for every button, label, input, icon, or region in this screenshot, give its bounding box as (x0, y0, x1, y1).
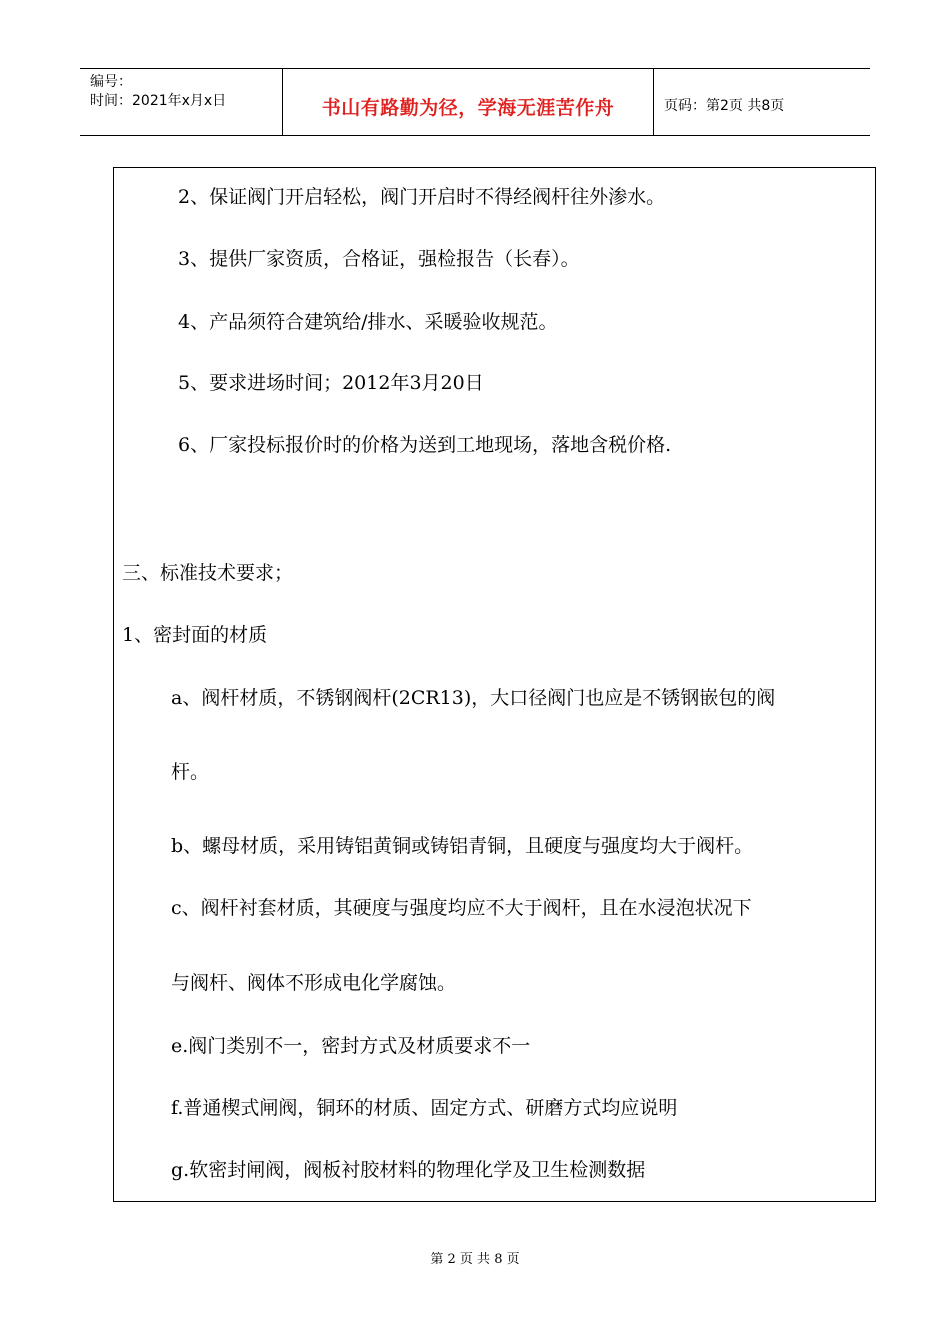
content-box (113, 167, 876, 1202)
subsection-heading-1: 1、密封面的材质 (122, 624, 268, 646)
document-time-label: 时间：2021年x月x日 (90, 93, 227, 109)
section-heading-3: 三、标准技术要求； (122, 562, 294, 584)
requirement-item-2: 2、保证阀门开启轻松，阀门开启时不得经阀杆往外渗水。 (178, 186, 666, 208)
requirement-item-5: 5、要求进场时间；2012年3月20日 (178, 372, 484, 394)
document-number-label: 编号： (90, 74, 132, 90)
item-b: b、螺母材质，采用铸铝黄铜或铸铝青铜，且硬度与强度均大于阀杆。 (171, 835, 754, 857)
page-header (80, 68, 870, 136)
requirement-item-3: 3、提供厂家资质，合格证，强检报告（长春）。 (178, 248, 580, 270)
page-footer: 第 2 页 共 8 页 (430, 1252, 520, 1267)
header-motto-cell (282, 69, 654, 135)
requirement-item-6: 6、厂家投标报价时的价格为送到工地现场，落地含税价格. (178, 434, 672, 456)
requirement-item-4: 4、产品须符合建筑给/排水、采暖验收规范。 (178, 311, 558, 333)
item-g: g.软密封闸阀，阀板衬胶材料的物理化学及卫生检测数据 (171, 1159, 646, 1181)
header-motto: 书山有路勤为径，学海无涯苦作舟 (321, 97, 615, 119)
item-c-line-2: 与阀杆、阀体不形成电化学腐蚀。 (171, 972, 457, 994)
item-e: e.阀门类别不一，密封方式及材质要求不一 (171, 1035, 531, 1057)
header-meta-cell (80, 69, 282, 135)
header-page-cell (654, 69, 870, 135)
item-a-line-2: 杆。 (171, 761, 210, 783)
item-f: f.普通楔式闸阀，铜环的材质、固定方式、研磨方式均应说明 (171, 1097, 678, 1119)
item-a-line-1: a、阀杆材质，不锈钢阀杆(2CR13)，大口径阀门也应是不锈钢嵌包的阀 (171, 687, 776, 709)
header-page-number: 页码：第2页 共8页 (664, 98, 785, 114)
item-c-line-1: c、阀杆衬套材质，其硬度与强度均应不大于阀杆，且在水浸泡状况下 (171, 897, 752, 919)
